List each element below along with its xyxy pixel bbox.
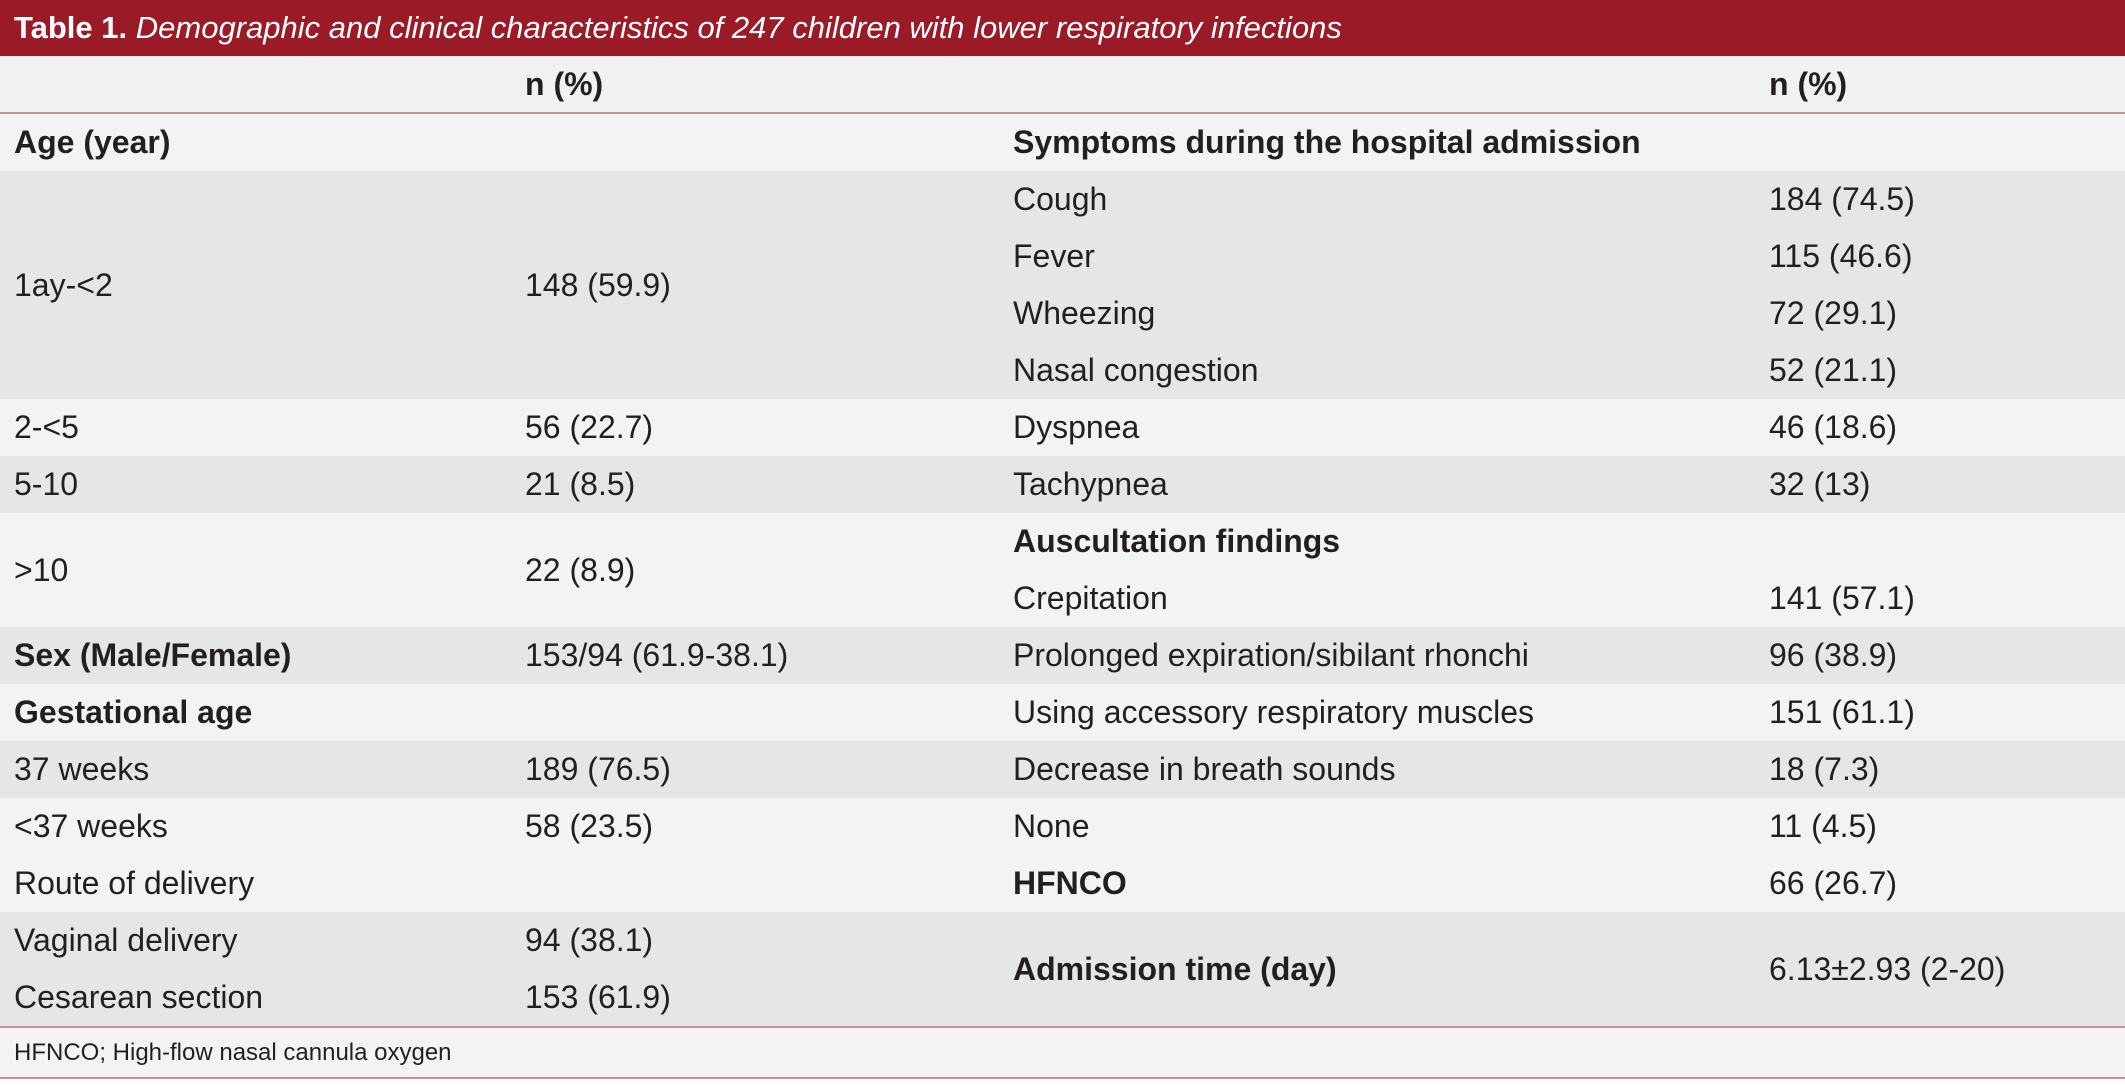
symptom-label: Tachypnea xyxy=(1013,466,1168,502)
auscultation-heading: Auscultation findings xyxy=(1013,523,1341,559)
cell-empty xyxy=(1755,113,2125,171)
table-title-bar xyxy=(0,0,2125,56)
table-row xyxy=(0,741,2125,798)
header-empty xyxy=(999,56,1755,113)
auscultation-label: Prolonged expiration/sibilant rhonchi xyxy=(1013,637,1529,673)
gestational-age-label: <37 weeks xyxy=(14,808,168,844)
age-row-label: 5-10 xyxy=(14,466,79,502)
hfnco-value: 66 (26.7) xyxy=(1769,865,1898,901)
auscultation-value: 11 (4.5) xyxy=(1769,808,1877,844)
route-of-delivery-label: Vaginal delivery xyxy=(14,922,238,958)
symptom-label: Wheezing xyxy=(1013,295,1156,331)
symptom-value: 32 (13) xyxy=(1769,466,1871,502)
table-row xyxy=(0,456,2125,513)
symptom-value: 184 (74.5) xyxy=(1769,181,1915,217)
table-row xyxy=(0,113,2125,171)
symptom-label: Fever xyxy=(1013,238,1095,274)
symptom-label: Cough xyxy=(1013,181,1108,217)
age-row-label: 1ay-<2 xyxy=(14,266,113,303)
route-of-delivery-heading: Route of delivery xyxy=(14,865,255,901)
table-row xyxy=(0,171,2125,228)
route-of-delivery-value: 94 (38.1) xyxy=(525,922,654,958)
symptoms-heading: Symptoms during the hospital admission xyxy=(1013,124,1641,160)
gestational-age-value: 58 (23.5) xyxy=(525,808,654,844)
cell-empty xyxy=(511,113,999,171)
auscultation-value: 18 (7.3) xyxy=(1769,751,1880,787)
table-number: Table 1. xyxy=(14,10,128,45)
age-row-value: 21 (8.5) xyxy=(525,466,636,502)
footnote: HFNCO; High-flow nasal cannula oxygen xyxy=(0,1027,2125,1078)
symptom-value: 46 (18.6) xyxy=(1769,409,1898,445)
symptom-label: Nasal congestion xyxy=(1013,352,1259,388)
table-row xyxy=(0,912,2125,969)
auscultation-value: 151 (61.1) xyxy=(1769,694,1915,730)
table-row xyxy=(0,855,2125,912)
route-of-delivery-value: 153 (61.9) xyxy=(525,979,671,1015)
auscultation-label: Using accessory respiratory muscles xyxy=(1013,694,1535,730)
gestational-age-label: 37 weeks xyxy=(14,751,150,787)
auscultation-value: 96 (38.9) xyxy=(1769,637,1898,673)
table-row xyxy=(0,513,2125,570)
age-row-label: >10 xyxy=(14,551,69,588)
table-row xyxy=(0,684,2125,741)
gestational-age-heading: Gestational age xyxy=(14,694,253,730)
gestational-age-value: 189 (76.5) xyxy=(525,751,671,787)
cell-empty xyxy=(511,855,999,912)
age-row-value: 56 (22.7) xyxy=(525,409,654,445)
age-row-value: 148 (59.9) xyxy=(525,266,671,303)
sex-value: 153/94 (61.9-38.1) xyxy=(525,637,789,673)
auscultation-label: None xyxy=(1013,808,1090,844)
table-footer-row xyxy=(0,1027,2125,1078)
table-row xyxy=(0,627,2125,684)
symptom-value: 115 (46.6) xyxy=(1769,238,1913,274)
table-caption: Demographic and clinical characteristics of 247 children with lower respiratory infections xyxy=(135,10,1342,45)
sex-label: Sex (Male/Female) xyxy=(14,637,292,673)
symptom-value: 72 (29.1) xyxy=(1769,295,1898,331)
hfnco-label: HFNCO xyxy=(1013,865,1127,901)
symptom-label: Dyspnea xyxy=(1013,409,1140,445)
auscultation-label: Decrease in breath sounds xyxy=(1013,751,1396,787)
auscultation-label: Crepitation xyxy=(1013,580,1168,616)
table-header-row xyxy=(0,56,2125,113)
table-row xyxy=(0,399,2125,456)
age-row-label: 2-<5 xyxy=(14,409,79,445)
header-empty xyxy=(0,56,511,113)
cell-empty xyxy=(511,684,999,741)
age-row-value: 22 (8.9) xyxy=(525,551,636,588)
characteristics-table xyxy=(0,56,2125,1079)
table-row xyxy=(0,798,2125,855)
age-heading: Age (year) xyxy=(14,124,171,160)
symptom-value: 52 (21.1) xyxy=(1769,352,1898,388)
header-n-percent-left: n (%) xyxy=(511,56,999,113)
admission-time-value: 6.13±2.93 (2-20) xyxy=(1769,950,2006,987)
cell-empty xyxy=(1755,513,2125,570)
header-n-percent-right: n (%) xyxy=(1755,56,2125,113)
admission-time-label: Admission time (day) xyxy=(1013,950,1337,987)
auscultation-value: 141 (57.1) xyxy=(1769,580,1915,616)
route-of-delivery-label: Cesarean section xyxy=(14,979,264,1015)
